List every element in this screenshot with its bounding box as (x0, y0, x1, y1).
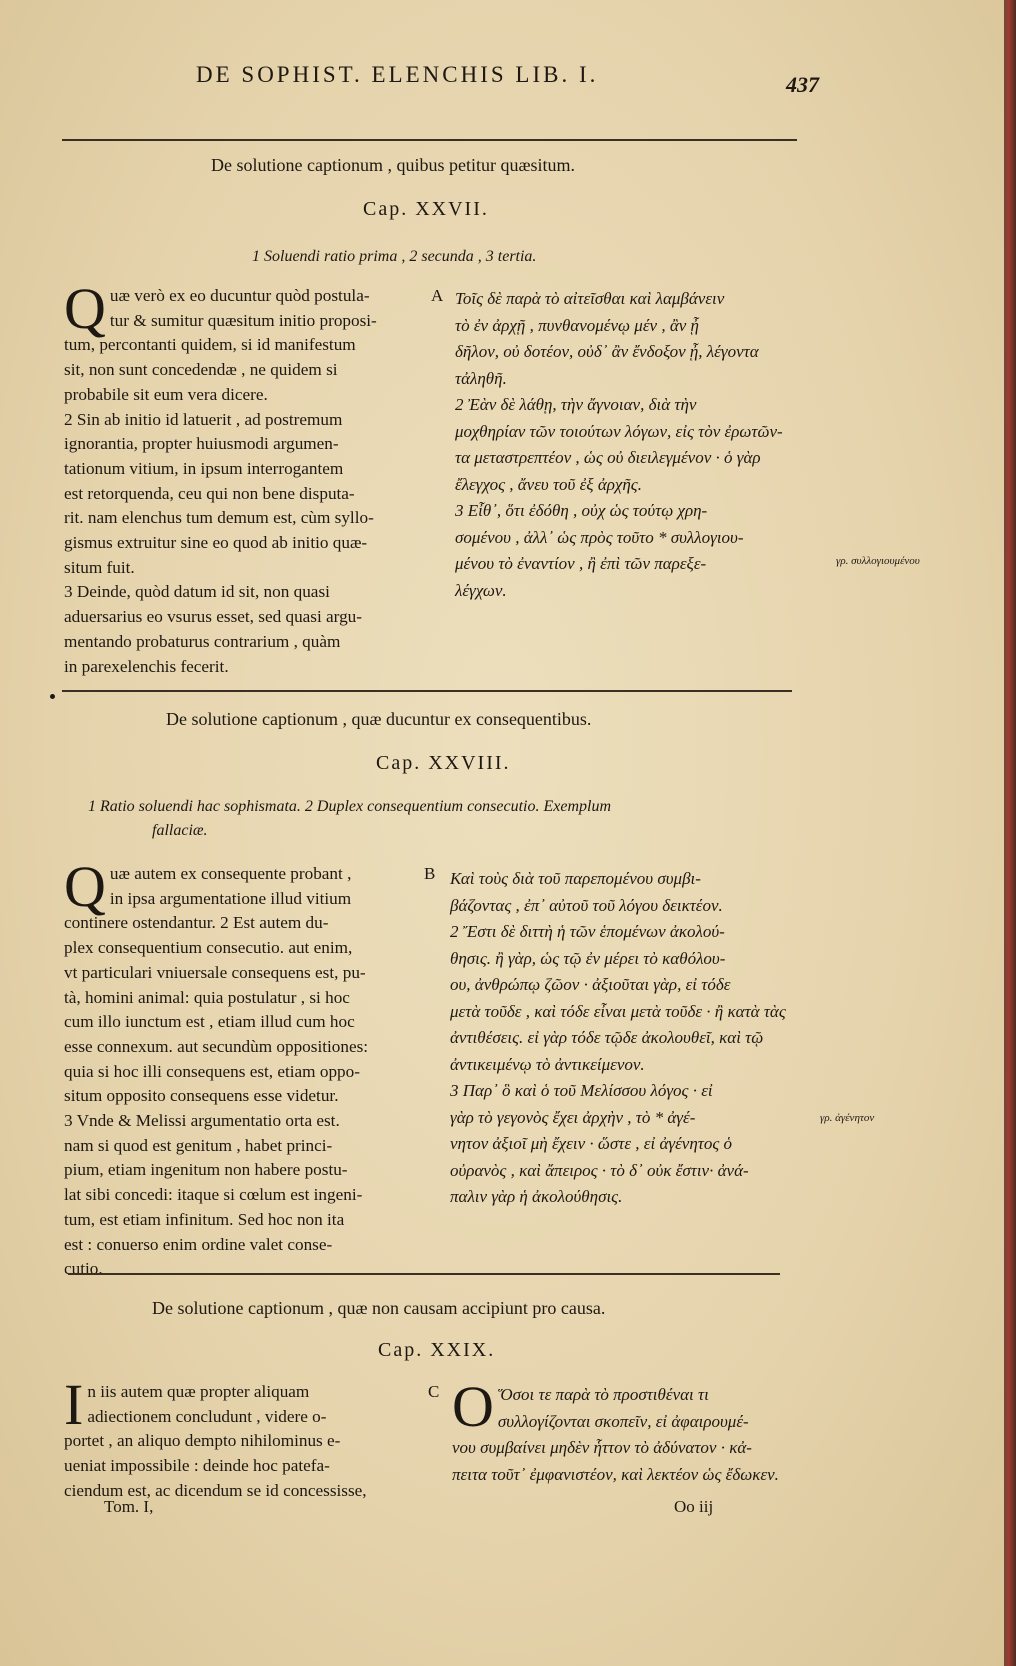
divider (62, 139, 797, 141)
latin-line: 3 Vnde & Melissi argumentatio orta est. (64, 1111, 340, 1131)
greek-line: πειτα τοῦτ᾽ ἐμφανιστέον, καὶ λεκτέον ὡς ἔδωκεν. (452, 1464, 779, 1484)
latin-line: mentando probaturus contrarium , quàm (64, 631, 341, 651)
margin-note: γρ. συλλογιουμένου (836, 555, 920, 567)
page-number: 437 (786, 72, 819, 97)
latin-line: tationum vitium, in ipsum interrogantem (64, 458, 344, 478)
chapter-heading: Cap. XXVII. (363, 198, 489, 220)
divider (62, 690, 792, 692)
greek-line: συλλογίζονται σκοπεῖν, εἰ ἀφαιρουμέ- (497, 1411, 749, 1431)
latin-line: probabile sit eum vera dicere. (64, 384, 268, 404)
latin-line: ignorantia, propter huiusmodi argumen- (64, 434, 339, 454)
latin-line: 2 Sin ab initio id latuerit , ad postremum (64, 409, 343, 429)
footer-signature: Oo iij (674, 1497, 714, 1516)
greek-line: μοχθηρίαν τῶν τοιούτων λόγων, εἰς τὸν ἐρωτῶν- (455, 421, 783, 441)
greek-line: δῆλον, οὐ δοτέον, οὐδ᾽ ἂν ἔνδοξον ᾖ, λέγοντα (455, 342, 759, 361)
latin-line: portet , an aliquo dempto nihilominus e- (64, 1431, 341, 1451)
section-title: De solutione captionum , quæ non causam accipiunt pro causa. (152, 1298, 606, 1318)
footer-volume: Tom. I, (104, 1497, 154, 1516)
latin-line: tur & sumitur quæsitum initio proposi- (109, 310, 377, 330)
latin-line: est retorquenda, ceu qui non bene disputa- (64, 483, 355, 503)
latin-line: tum, est etiam infinitum. Sed hoc non ita (64, 1209, 345, 1229)
latin-line: plex consequentium consecutio. aut enim, (64, 938, 353, 958)
greek-line: τἀληθῆ. (455, 368, 507, 388)
chapter-summary-cont: fallaciæ. (152, 822, 208, 839)
latin-line: 3 Deinde, quòd datum id sit, non quasi (64, 582, 330, 602)
latin-line: rit. nam elenchus tum demum est, cùm syllo- (64, 508, 374, 528)
latin-line: quia si hoc illi consequens est, etiam oppo- (64, 1061, 360, 1081)
greek-line: ἀντιθέσεις. εἰ γὰρ τόδε τῷδε ἀκολουθεῖ, καὶ τῷ (450, 1028, 764, 1047)
greek-line: σομένου , ἀλλ᾽ ὡς πρὸς τοῦτο * συλλογιου- (455, 527, 744, 547)
greek-line: Καὶ τοὺς διὰ τοῦ παρεπομένου συμβι- (450, 869, 701, 888)
section-title: De solutione captionum , quibus petitur quæsitum. (211, 155, 575, 175)
greek-column (452, 1374, 817, 1488)
greek-line: νου συμβαίνει μηδὲν ἧττον τὸ ἀδύνατον · κἀ- (452, 1438, 752, 1457)
greek-line: 2 Ἐὰν δὲ λάθῃ, τὴν ἄγνοιαν, διὰ τὴν (455, 395, 697, 414)
latin-line: continere ostendantur. 2 Est autem du- (64, 913, 329, 933)
latin-line: ciendum est, ac dicendum se id concessisse, (64, 1480, 367, 1500)
drop-cap: Q (64, 276, 106, 341)
running-head: DE SOPHIST. ELENCHIS LIB. I. (196, 62, 599, 87)
latin-line: vt particulari vniuersale consequens est, pu- (64, 962, 366, 982)
greek-line: θησις. ἢ γὰρ, ὡς τῷ ἐν μέρει τὸ καθόλου- (450, 948, 726, 968)
latin-column (64, 854, 428, 1282)
ink-dot (50, 694, 55, 699)
drop-cap: Ο (452, 1374, 494, 1439)
latin-line: in parexelenchis fecerit. (64, 656, 229, 676)
greek-line: Τοῖς δὲ παρὰ τὸ αἰτεῖσθαι καὶ λαμβάνειν (455, 289, 725, 308)
latin-line: cutio. (64, 1259, 103, 1279)
latin-line: sit, non sunt concedendæ , ne quidem si (64, 360, 338, 380)
greek-line: ἔλεγχος , ἄνευ τοῦ ἐξ ἀρχῆς. (455, 474, 642, 494)
latin-column (64, 1372, 428, 1504)
greek-line: τὸ ἐν ἀρχῇ , πυνθανομένῳ μέν , ἂν ᾖ (455, 315, 699, 335)
latin-line: esse connexum. aut secundùm oppositiones: (64, 1036, 369, 1056)
greek-line: οὐρανὸς , καὶ ἄπειρος · τὸ δ᾽ οὐκ ἔστιν· ἀνά- (450, 1160, 749, 1180)
drop-cap: I (64, 1372, 84, 1437)
latin-line: in ipsa argumentatione illud vitium (109, 888, 352, 908)
page-edge (1004, 0, 1016, 1666)
greek-column (455, 286, 815, 604)
latin-line: nam si quod est genitum , habet princi- (64, 1135, 333, 1155)
greek-line: 2 Ἔστι δὲ διττὴ ἡ τῶν ἑπομένων ἀκολού- (450, 922, 725, 941)
chapter-summary: 1 Soluendi ratio prima , 2 secunda , 3 tertia. (252, 248, 537, 265)
latin-line: pium, etiam ingenitum non habere postu- (64, 1160, 348, 1180)
latin-line: cum illo iunctum est , etiam illud cum hoc (64, 1012, 355, 1032)
latin-line: tum, percontanti quidem, si id manifestum (64, 335, 356, 355)
latin-line: lat sibi concedi: itaque si cœlum est ingeni- (64, 1185, 363, 1205)
latin-line: tà, homini animal: quia postulatur , si hoc (64, 987, 350, 1007)
greek-line: παλιν γὰρ ἡ ἀκολούθησις. (450, 1187, 623, 1206)
greek-line: γὰρ τὸ γεγονὸς ἔχει ἀρχὴν , τὸ * ἀγέ- (450, 1107, 696, 1127)
latin-line: est : conuerso enim ordine valet conse- (64, 1234, 333, 1254)
greek-line: Ο Ὅσοι τε παρὰ τὸ προστιθέναι τι (452, 1374, 709, 1439)
latin-line: situm fuit. (64, 557, 135, 577)
greek-line: νητον ἀξιοῖ μὴ ἔχειν · ὥστε , εἰ ἀγένητος ὁ (450, 1134, 732, 1153)
latin-column (64, 276, 428, 679)
latin-line: In iis autem quæ propter aliquam (64, 1372, 310, 1437)
greek-line: τα μεταστρεπτέον , ὡς οὐ διειλεγμένον · ὁ γὰρ (455, 448, 761, 467)
greek-line: 3 Παρ᾽ ὃ καὶ ὁ τοῦ Μελίσσου λόγος · εἰ (450, 1081, 713, 1100)
chapter-heading: Cap. XXVIII. (376, 752, 511, 774)
latin-line: Quæ autem ex consequente probant , (64, 854, 352, 919)
section-marker: C (428, 1382, 440, 1401)
greek-line: μετὰ τοῦδε , καὶ τόδε εἶναι μετὰ τοῦδε · ἢ κατὰ τὰς (450, 1001, 786, 1021)
section-marker: A (431, 286, 444, 305)
section-marker: B (424, 864, 436, 883)
latin-line: ueniat impossibile : deinde hoc patefa- (64, 1456, 330, 1476)
divider (68, 1273, 780, 1275)
latin-line: aduersarius eo vsurus esset, sed quasi argu- (64, 607, 363, 627)
greek-column (450, 866, 815, 1211)
greek-line: ἀντικειμένῳ τὸ ἀντικείμενον. (450, 1054, 645, 1074)
latin-line: Quæ verò ex eo ducuntur quòd postula- (64, 276, 370, 341)
latin-line: gismus extruitur sine eo quod ab initio quæ- (64, 533, 368, 553)
latin-line: situm opposito consequens esse videtur. (64, 1086, 339, 1106)
greek-line: βάζοντας , ἐπ᾽ αὐτοῦ τοῦ λόγου δεικτέον. (450, 895, 723, 915)
greek-line: 3 Εἶθ᾽, ὅτι ἐδόθη , οὐχ ὡς τούτῳ χρη- (455, 501, 708, 520)
greek-line: μένου τὸ ἐναντίον , ἢ ἐπὶ τῶν παρεξε- (455, 554, 707, 573)
latin-line: adiectionem concludunt , videre o- (87, 1406, 327, 1426)
section-title: De solutione captionum , quæ ducuntur ex consequentibus. (166, 709, 592, 729)
chapter-summary: 1 Ratio soluendi hac sophismata. 2 Duplex consequentium consecutio. Exemplum (88, 798, 612, 815)
greek-line: ου, ἀνθρώπῳ ζῶον · ἀξιοῦται γὰρ, εἰ τόδε (450, 975, 731, 994)
greek-line: λέγχων. (455, 580, 507, 600)
chapter-heading: Cap. XXIX. (378, 1339, 496, 1361)
margin-note: γρ. ἀγένητον (820, 1112, 875, 1124)
drop-cap: Q (64, 854, 106, 919)
